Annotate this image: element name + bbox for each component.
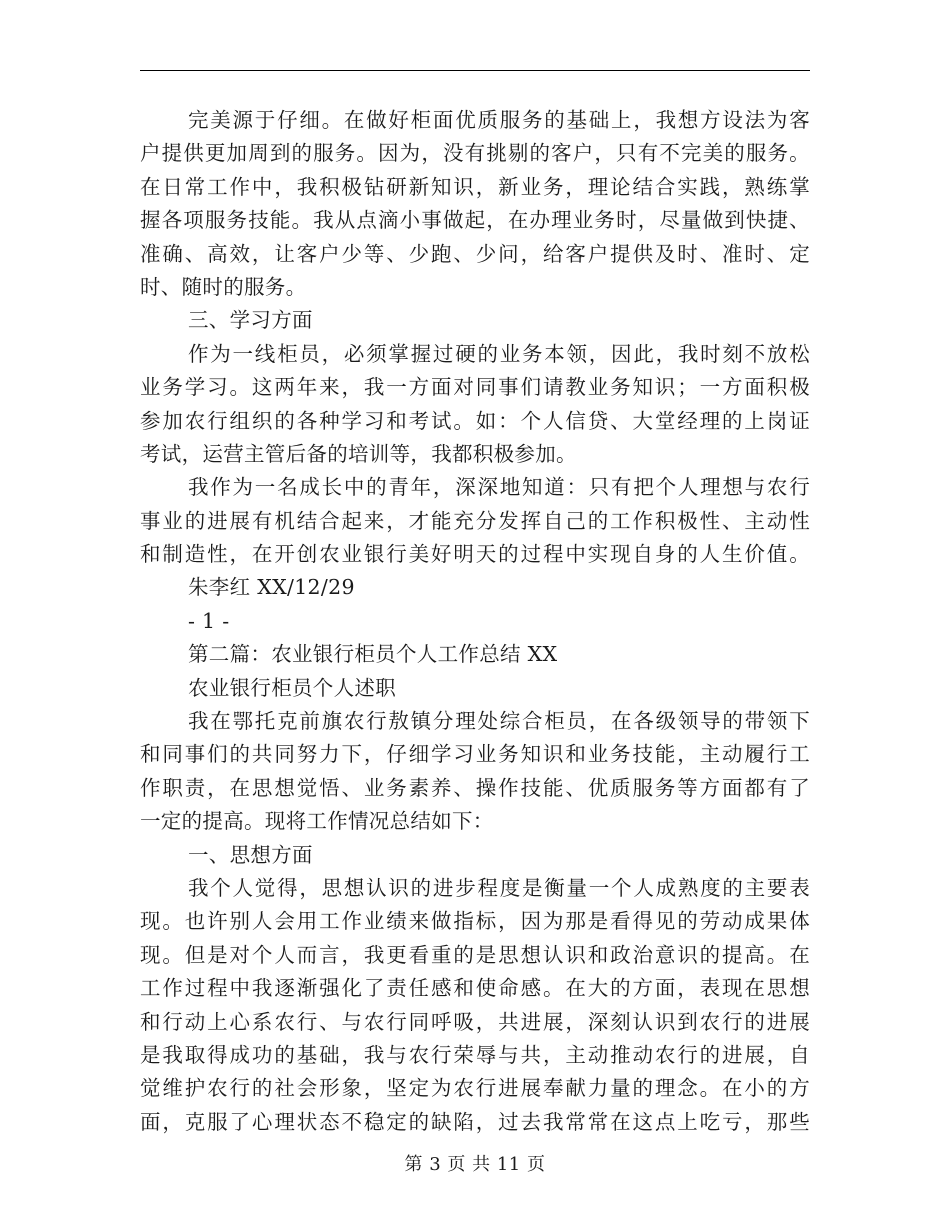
text-line: 一、思想方面 <box>188 842 313 867</box>
text-line: 作为一线柜员，必须掌握过硬的业务本领，因此，我时刻不放松 <box>188 341 810 366</box>
text-line: 握各项服务技能。我从点滴小事做起，在办理业务时，尽量做到快捷、 <box>140 208 810 233</box>
text-line: 三、学习方面 <box>188 308 313 333</box>
text-line: 现。也许别人会用工作业绩来做指标，因为那是看得见的劳动成果体 <box>140 909 810 934</box>
page-footer <box>0 1150 950 1176</box>
text-line: 事业的进展有机结合起来，才能充分发挥自己的工作积极性、主动性 <box>140 508 810 533</box>
text-line: 觉维护农行的社会形象，坚定为农行进展奉献力量的理念。在小的方 <box>140 1076 810 1101</box>
text-line: 和行动上心系农行、与农行同呼吸，共进展，深刻认识到农行的进展 <box>140 1009 810 1034</box>
text-line: 朱李红 XX/12/29 <box>188 575 355 600</box>
text-line: 时、随时的服务。 <box>140 274 307 299</box>
text-line: 工作过程中我逐渐强化了责任感和使命感。在大的方面，表现在思想 <box>140 976 810 1001</box>
text-line: - 1 - <box>188 608 230 633</box>
text-line: 农业银行柜员个人述职 <box>188 675 396 700</box>
text-line: 业务学习。这两年来，我一方面对同事们请教业务知识；一方面积极 <box>140 375 810 400</box>
document-body <box>140 104 810 1139</box>
text-line: 在日常工作中，我积极钻研新知识，新业务，理论结合实践，熟练掌 <box>140 174 810 199</box>
text-line: 作职责，在思想觉悟、业务素养、操作技能、优质服务等方面都有了 <box>140 775 810 800</box>
text-line: 是我取得成功的基础，我与农行荣辱与共，主动推动农行的进展，自 <box>140 1042 810 1067</box>
text-line: 和制造性，在开创农业银行美好明天的过程中实现自身的人生价值。 <box>140 542 810 567</box>
text-line: 第二篇：农业银行柜员个人工作总结 XX <box>188 642 558 667</box>
text-line: 我个人觉得，思想认识的进步程度是衡量一个人成熟度的主要表 <box>188 875 810 900</box>
text-line: 完美源于仔细。在做好柜面优质服务的基础上，我想方设法为客 <box>188 108 810 132</box>
text-line: 一定的提高。现将工作情况总结如下： <box>140 809 494 834</box>
text-line: 面，克服了心理状态不稳定的缺陷，过去我常常在这点上吃亏，那些 <box>140 1109 810 1134</box>
text-line: 参加农行组织的各种学习和考试。如：个人信贷、大堂经理的上岗证 <box>140 408 810 433</box>
text-line: 现。但是对个人而言，我更看重的是思想认识和政治意识的提高。在 <box>140 942 810 967</box>
text-line: 我作为一名成长中的青年，深深地知道：只有把个人理想与农行 <box>188 475 810 500</box>
text-line: 我在鄂托克前旗农行敖镇分理处综合柜员，在各级领导的带领下 <box>188 709 810 734</box>
text-line: 准确、高效，让客户少等、少跑、少问，给客户提供及时、准时、定 <box>140 241 810 266</box>
text-line: 和同事们的共同努力下，仔细学习业务知识和业务技能，主动履行工 <box>140 742 810 767</box>
text-line: 考试，运营主管后备的培训等，我都积极参加。 <box>140 441 577 466</box>
header-rule <box>140 70 810 71</box>
text-line: 户提供更加周到的服务。因为，没有挑剔的客户，只有不完美的服务。 <box>140 141 810 166</box>
page-number-text: 第 3 页 共 11 页 <box>404 1154 546 1175</box>
